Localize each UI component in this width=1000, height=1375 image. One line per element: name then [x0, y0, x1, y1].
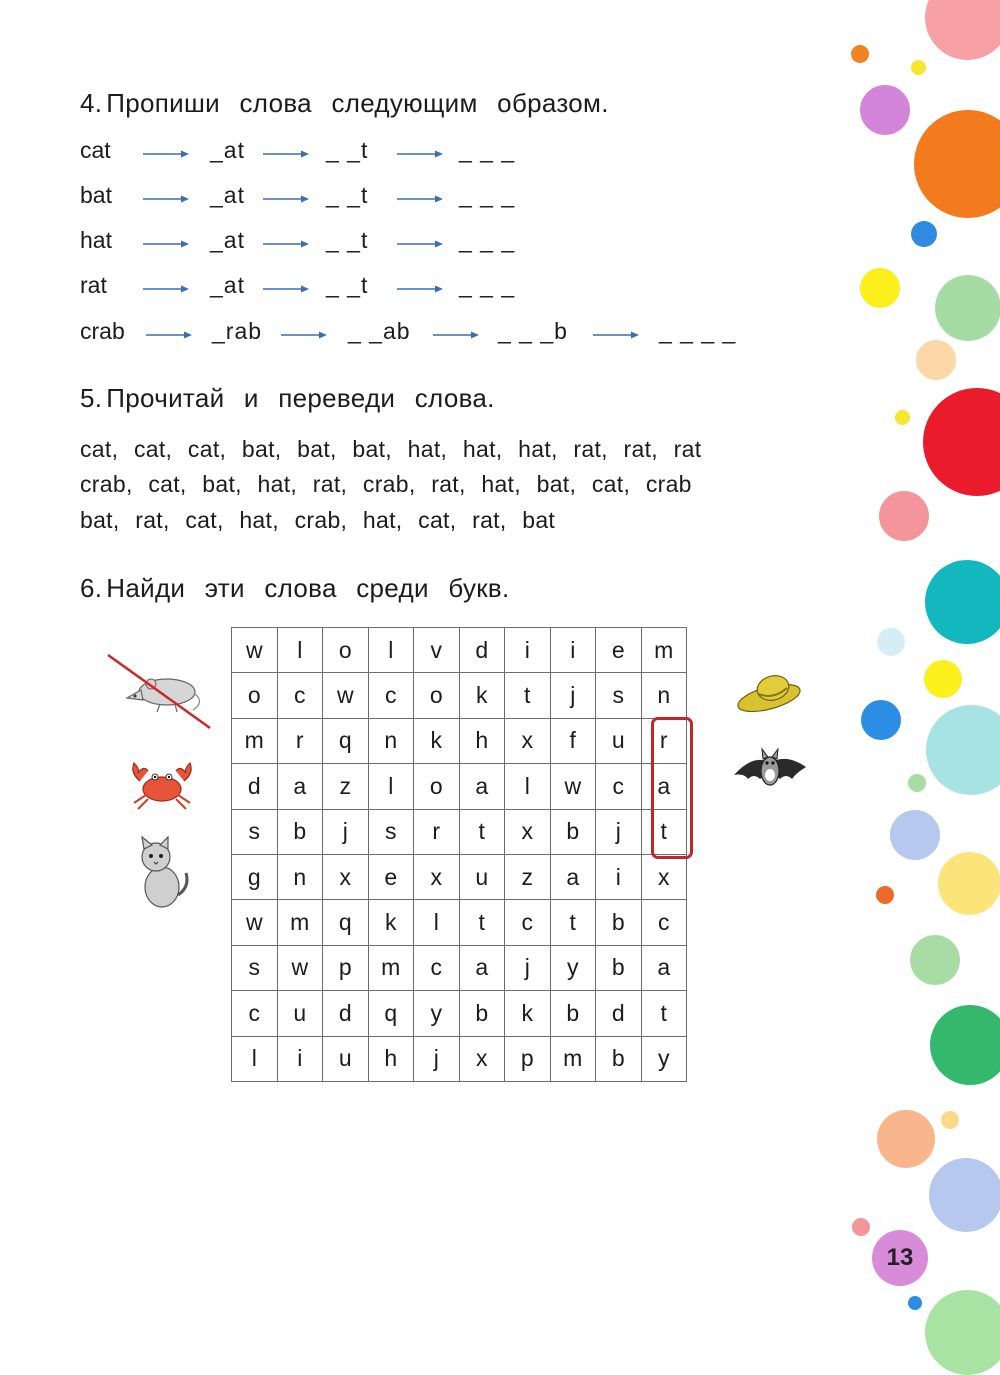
grid-cell: d [459, 628, 505, 673]
pattern-step-3: _ _ _ [459, 227, 516, 253]
grid-cell: j [596, 809, 642, 854]
grid-cell: k [459, 673, 505, 718]
grid-row [232, 1036, 687, 1081]
arrow-icon [263, 239, 309, 249]
decorative-dot [923, 388, 1000, 496]
grid-row [232, 718, 687, 763]
grid-cell: x [414, 854, 460, 899]
arrow-icon [397, 149, 443, 159]
grid-cell: c [277, 673, 323, 718]
decorative-dot [926, 705, 1000, 795]
source-word: crab [80, 318, 125, 344]
decorative-dot [860, 85, 910, 135]
grid-cell: j [505, 945, 551, 990]
arrow-icon [397, 194, 443, 204]
grid-cell: s [232, 945, 278, 990]
pattern-step-2: _ _t [326, 137, 369, 163]
grid-cell: t [459, 900, 505, 945]
grid-cell: t [505, 673, 551, 718]
grid-cell: d [323, 991, 369, 1036]
exercise-title-text: Прочитай и переведи слова. [106, 383, 495, 413]
grid-cell: r [277, 718, 323, 763]
grid-cell: g [232, 854, 278, 899]
source-word: bat [80, 182, 112, 208]
grid-cell: q [368, 991, 414, 1036]
grid-cell: m [550, 1036, 596, 1081]
exercise-title-text: Пропиши слова следующим образом. [106, 88, 609, 118]
grid-cell: f [550, 718, 596, 763]
source-word: rat [80, 272, 107, 298]
grid-cell: c [641, 900, 687, 945]
grid-cell: x [505, 809, 551, 854]
arrow-icon [143, 194, 189, 204]
grid-cell: t [550, 900, 596, 945]
decorative-dot [877, 1110, 935, 1168]
pattern-step-1: _at [210, 272, 245, 298]
decorative-dot [914, 110, 1000, 218]
grid-cell: i [550, 628, 596, 673]
grid-cell: b [596, 900, 642, 945]
exercise-number: 6. [80, 573, 103, 603]
grid-cell: x [641, 854, 687, 899]
decorative-dot [890, 810, 940, 860]
decorative-dot [879, 491, 929, 541]
grid-cell: a [459, 945, 505, 990]
pattern-step-3: _ _ _ [459, 272, 516, 298]
grid-cell: m [368, 945, 414, 990]
grid-row [232, 628, 687, 673]
grid-cell: o [414, 764, 460, 809]
grid-cell: z [505, 854, 551, 899]
grid-cell: w [550, 764, 596, 809]
arrow-icon [263, 284, 309, 294]
page-number-badge [872, 1230, 928, 1286]
exercise-title-text: Найди эти слова среди букв. [106, 573, 510, 603]
grid-cell: w [323, 673, 369, 718]
grid-cell: x [323, 854, 369, 899]
decorative-dot [930, 1005, 1000, 1085]
grid-cell: d [596, 991, 642, 1036]
grid-cell: k [414, 718, 460, 763]
grid-cell: e [596, 628, 642, 673]
grid-cell: u [596, 718, 642, 763]
decorative-dot [908, 774, 926, 792]
grid-cell: s [232, 809, 278, 854]
grid-cell: i [277, 1036, 323, 1081]
grid-cell: i [596, 854, 642, 899]
grid-cell: w [232, 900, 278, 945]
grid-cell: i [505, 628, 551, 673]
arrow-icon [143, 284, 189, 294]
grid-row [232, 991, 687, 1036]
decorative-dot [925, 0, 1000, 60]
grid-row [232, 809, 687, 854]
grid-cell: x [505, 718, 551, 763]
arrow-icon [143, 239, 189, 249]
pattern-step-1: _at [210, 137, 245, 163]
grid-cell: b [277, 809, 323, 854]
grid-cell: y [641, 1036, 687, 1081]
pattern-step-1: _at [210, 227, 245, 253]
reading-line-2: crab, cat, bat, hat, rat, crab, rat, hat, bat, cat, crab [80, 471, 692, 497]
decorative-dot [911, 221, 937, 247]
grid-cell: m [641, 628, 687, 673]
arrow-icon [397, 239, 443, 249]
decorative-dot [935, 275, 1000, 341]
grid-cell: o [232, 673, 278, 718]
decorative-dot [908, 1296, 922, 1310]
grid-cell: p [323, 945, 369, 990]
decorative-dot [895, 410, 910, 425]
decorative-dot [852, 1218, 870, 1236]
grid-cell: l [368, 764, 414, 809]
grid-cell: k [505, 991, 551, 1036]
pattern-step-4: _ _ _ _ [659, 318, 737, 344]
decorative-dot [860, 268, 900, 308]
grid-cell: b [550, 809, 596, 854]
grid-cell: z [323, 764, 369, 809]
grid-cell: t [641, 809, 687, 854]
decorative-dot [851, 45, 869, 63]
decorative-dot [924, 660, 962, 698]
grid-cell: e [368, 854, 414, 899]
grid-row [232, 854, 687, 899]
arrow-icon [146, 330, 192, 340]
grid-cell: j [414, 1036, 460, 1081]
exercise-4-title [80, 88, 609, 119]
pattern-step-2: _ _t [326, 182, 369, 208]
exercise-5-title [80, 383, 495, 414]
pattern-step-2: _ _t [326, 227, 369, 253]
grid-cell: c [505, 900, 551, 945]
grid-cell: j [323, 809, 369, 854]
grid-cell: l [277, 628, 323, 673]
grid-cell: m [232, 718, 278, 763]
grid-cell: t [459, 809, 505, 854]
grid-cell: q [323, 900, 369, 945]
grid-cell: n [368, 718, 414, 763]
decorative-dot [938, 852, 1000, 915]
grid-cell: r [641, 718, 687, 763]
grid-cell: u [323, 1036, 369, 1081]
grid-cell: o [323, 628, 369, 673]
grid-cell: b [459, 991, 505, 1036]
grid-cell: p [505, 1036, 551, 1081]
grid-cell: s [368, 809, 414, 854]
rat-crossed-out-picture [105, 650, 215, 735]
grid-cell: l [232, 1036, 278, 1081]
pattern-step-3: _ _ _ [459, 137, 516, 163]
exercise-6-title [80, 573, 510, 604]
grid-cell: c [232, 991, 278, 1036]
grid-cell: h [368, 1036, 414, 1081]
grid-cell: b [550, 991, 596, 1036]
exercise-number: 5. [80, 383, 103, 413]
grid-cell: l [505, 764, 551, 809]
arrow-icon [397, 284, 443, 294]
grid-cell: a [459, 764, 505, 809]
bat-icon [732, 745, 808, 797]
decorative-dot [925, 560, 1000, 644]
grid-cell: b [596, 945, 642, 990]
arrow-icon [281, 330, 327, 340]
grid-cell: c [596, 764, 642, 809]
crab-icon [126, 755, 198, 815]
pattern-step-2: _ _ab [348, 318, 411, 344]
decorative-dot [861, 700, 901, 740]
pattern-step-3: _ _ _b [498, 318, 568, 344]
grid-cell: a [550, 854, 596, 899]
grid-cell: o [414, 673, 460, 718]
decorative-dot [876, 886, 894, 904]
grid-cell: c [368, 673, 414, 718]
grid-cell: w [232, 628, 278, 673]
grid-cell: m [277, 900, 323, 945]
decorative-dot [910, 935, 960, 985]
source-word: hat [80, 227, 112, 253]
grid-cell: x [459, 1036, 505, 1081]
arrow-icon [143, 149, 189, 159]
arrow-icon [263, 149, 309, 159]
grid-cell: u [277, 991, 323, 1036]
reading-line-1: cat, cat, cat, bat, bat, bat, hat, hat, hat, rat, rat, rat [80, 436, 702, 462]
pattern-step-1: _rab [212, 318, 263, 344]
decorative-dot [941, 1111, 959, 1129]
arrow-icon [263, 194, 309, 204]
source-word: cat [80, 137, 111, 163]
grid-cell: c [414, 945, 460, 990]
word-search-grid [231, 627, 687, 1082]
cat-icon [128, 835, 194, 913]
grid-cell: j [550, 673, 596, 718]
grid-cell: n [277, 854, 323, 899]
grid-cell: q [323, 718, 369, 763]
grid-cell: l [368, 628, 414, 673]
found-word-highlight [651, 717, 693, 859]
grid-row [232, 945, 687, 990]
decorative-dot [929, 1158, 1000, 1232]
hat-icon [735, 668, 803, 716]
decorative-dot [925, 1290, 1000, 1375]
grid-cell: y [414, 991, 460, 1036]
grid-row [232, 673, 687, 718]
grid-row [232, 900, 687, 945]
grid-cell: d [232, 764, 278, 809]
pattern-step-2: _ _t [326, 272, 369, 298]
grid-cell: v [414, 628, 460, 673]
grid-cell: r [414, 809, 460, 854]
decorative-dot [916, 340, 956, 380]
grid-cell: u [459, 854, 505, 899]
pattern-step-3: _ _ _ [459, 182, 516, 208]
arrow-icon [433, 330, 479, 340]
grid-cell: k [368, 900, 414, 945]
grid-row [232, 764, 687, 809]
grid-cell: n [641, 673, 687, 718]
reading-line-3: bat, rat, cat, hat, crab, hat, cat, rat, bat [80, 507, 556, 533]
grid-cell: b [596, 1036, 642, 1081]
grid-cell: t [641, 991, 687, 1036]
grid-cell: s [596, 673, 642, 718]
page-number: 13 [886, 1244, 914, 1271]
arrow-icon [593, 330, 639, 340]
grid-cell: a [277, 764, 323, 809]
grid-cell: h [459, 718, 505, 763]
grid-cell: a [641, 945, 687, 990]
grid-cell: a [641, 764, 687, 809]
grid-cell: l [414, 900, 460, 945]
pattern-step-1: _at [210, 182, 245, 208]
grid-cell: y [550, 945, 596, 990]
decorative-dot [911, 60, 926, 75]
decorative-dot [877, 628, 905, 656]
exercise-number: 4. [80, 88, 103, 118]
grid-cell: w [277, 945, 323, 990]
